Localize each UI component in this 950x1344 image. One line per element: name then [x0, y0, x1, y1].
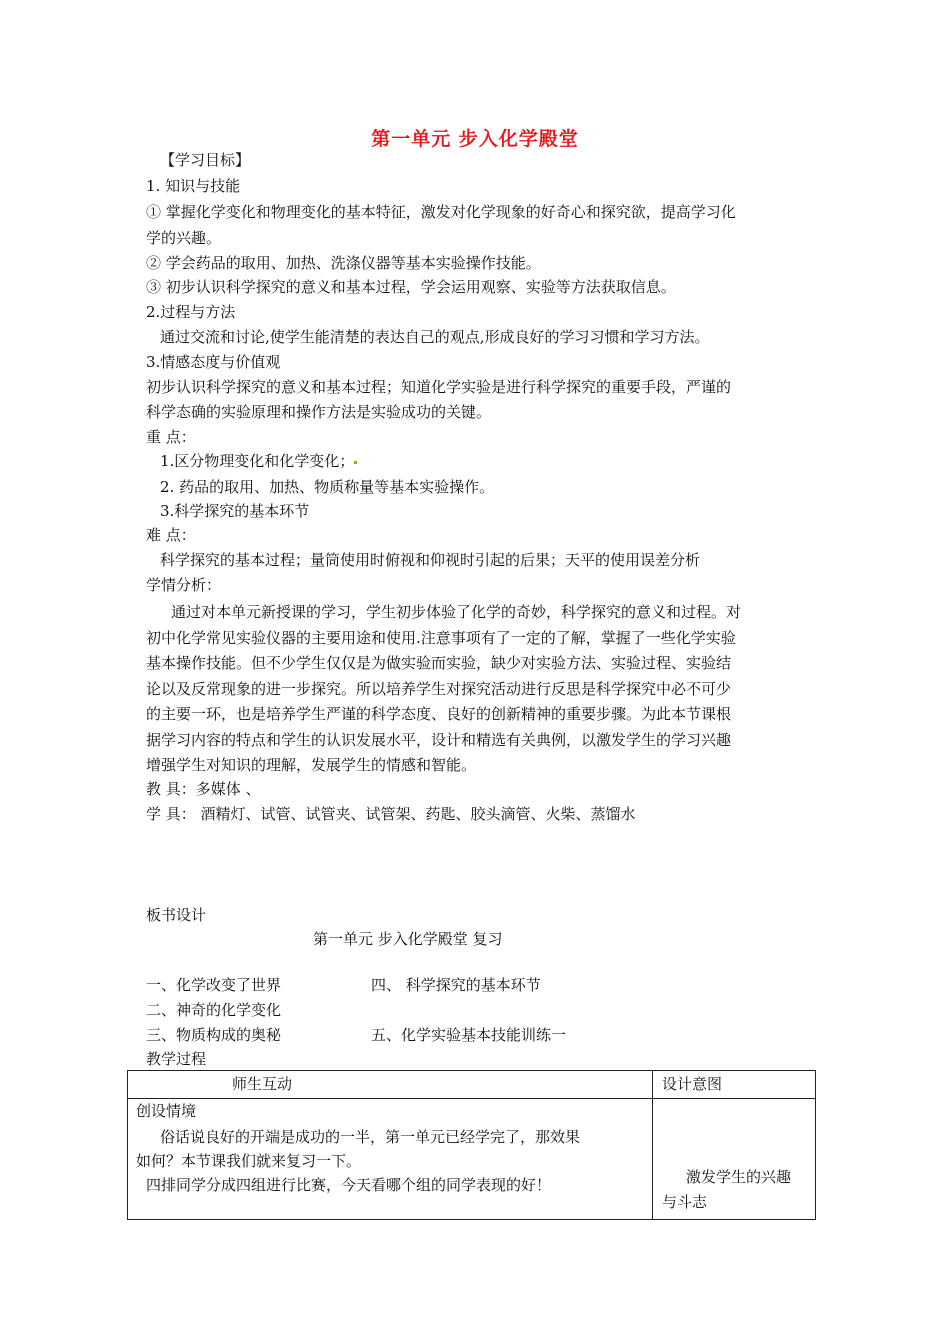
goals-section-3: 3.情感态度与价值观	[146, 353, 281, 371]
table-row-text: 俗话说良好的开端是成功的一半，第一单元已经学完了，那效果	[160, 1128, 581, 1146]
table-row-title: 创设情境	[136, 1102, 197, 1120]
analysis-line: 的主要一环，也是培养学生严谨的科学态度、良好的创新精神的重要步骤。为此本节课根	[146, 705, 732, 723]
keypoint-2: 2. 药品的取用、加热、物质称量等基本实验操作。	[160, 478, 495, 496]
learning-tools: 学 具： 酒精灯、试管、试管夹、试管架、药匙、胶头滴管、火柴、蒸馏水	[146, 805, 636, 823]
goals-section-2: 2.过程与方法	[146, 303, 236, 321]
keypoint-3: 3.科学探究的基本环节	[160, 502, 310, 520]
analysis-line: 初中化学常见实验仪器的主要用途和使用.注意事项有了一定的了解，掌握了一些化学实验	[146, 629, 736, 647]
table-row-text: 如何？本节课我们就来复习一下。	[136, 1152, 362, 1170]
board-item-5: 五、化学实验基本技能训练一	[371, 1026, 567, 1044]
analysis-line: 论以及反常现象的进一步探究。所以培养学生对探究活动进行反思是科学探究中必不可少	[146, 680, 732, 698]
goals-section-1: 1. 知识与技能	[146, 177, 241, 195]
goals-item-1b: 学的兴趣。	[146, 229, 222, 247]
goals-item-2: ② 学会药品的取用、加热、洗涤仪器等基本实验操作技能。	[146, 254, 541, 272]
goals-section-3-text-a: 初步认识科学探究的意义和基本过程；知道化学实验是进行科学探究的重要手段，严谨的	[146, 378, 732, 396]
goals-section-2-text: 通过交流和讨论,使学生能清楚的表达自己的观点,形成良好的学习习惯和学习方法。	[160, 328, 710, 346]
analysis-line: 增强学生对知识的理解，发展学生的情感和智能。	[146, 756, 477, 774]
mark-dot	[354, 461, 357, 464]
table-header-intent: 设计意图	[662, 1075, 723, 1093]
board-design-label: 板书设计	[146, 906, 207, 924]
board-item-2: 二、神奇的化学变化	[146, 1001, 282, 1019]
keypoints-label: 重 点：	[146, 428, 196, 446]
table-row-intent: 激发学生的兴趣	[686, 1168, 792, 1186]
board-item-3: 三、物质构成的奥秘	[146, 1026, 282, 1044]
goals-item-1a: ① 掌握化学变化和物理变化的基本特征，激发对化学现象的好奇心和探究欲，提高学习化	[146, 203, 736, 221]
process-table	[127, 1070, 816, 1220]
goals-item-3: ③ 初步认识科学探究的意义和基本过程，学会运用观察、实验等方法获取信息。	[146, 278, 676, 296]
board-item-4: 四、 科学探究的基本环节	[371, 976, 541, 994]
table-divider	[128, 1098, 815, 1099]
table-header-interaction: 师生互动	[232, 1075, 293, 1093]
analysis-line: 据学习内容的特点和学生的认识发展水平，设计和精选有关典例，以激发学生的学习兴趣	[146, 731, 732, 749]
board-heading: 第一单元 步入化学殿堂 复习	[313, 930, 503, 948]
difficulty-label: 难 点：	[146, 526, 196, 544]
table-row-intent: 与斗志	[662, 1193, 708, 1211]
process-label: 教学过程	[146, 1050, 207, 1068]
analysis-label: 学情分析：	[146, 576, 222, 594]
board-item-1: 一、化学改变了世界	[146, 976, 282, 994]
goals-section-3-text-b: 科学态确的实验原理和操作方法是实验成功的关键。	[146, 403, 492, 421]
table-divider	[652, 1071, 653, 1219]
analysis-line: 通过对本单元新授课的学习，学生初步体验了化学的奇妙，科学探究的意义和过程。对	[171, 603, 742, 621]
goals-heading: 【学习目标】	[160, 151, 251, 169]
keypoint-1: 1.区分物理变化和化学变化；	[160, 451, 357, 471]
analysis-line: 基本操作技能。但不少学生仅仅是为做实验而实验，缺少对实验方法、实验过程、实验结	[146, 654, 732, 672]
difficulty-text: 科学探究的基本过程；量筒使用时俯视和仰视时引起的后果；天平的使用误差分析	[160, 551, 701, 569]
table-row-text: 四排同学分成四组进行比赛，今天看哪个组的同学表现的好！	[146, 1176, 552, 1194]
document-title: 第一单元 步入化学殿堂	[371, 128, 579, 150]
teaching-tools: 教 具：多媒体 、	[146, 780, 261, 798]
